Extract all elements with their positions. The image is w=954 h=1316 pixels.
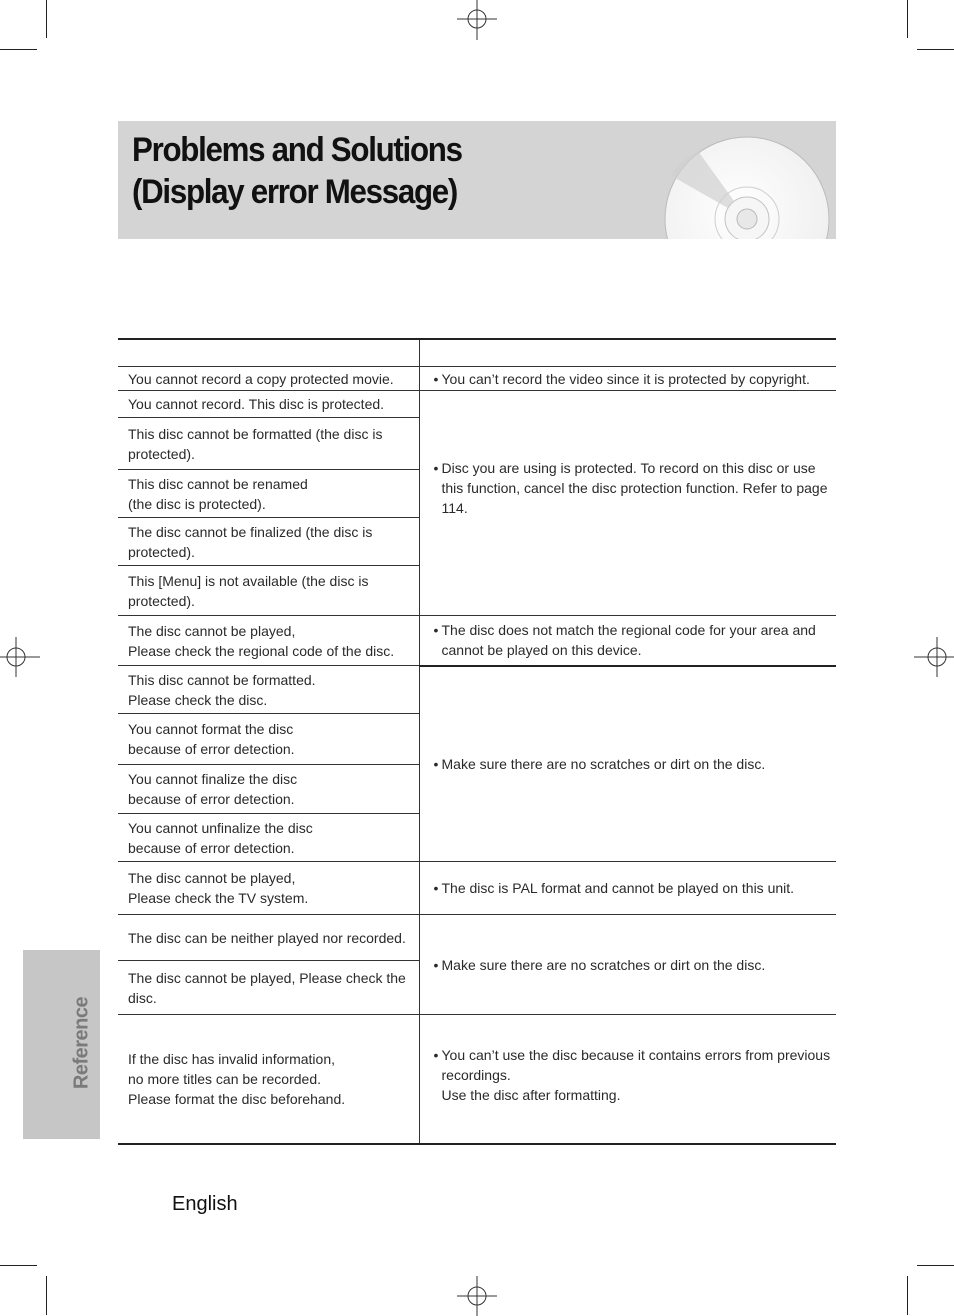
bullet-icon: • (433, 460, 439, 476)
error-message-text: You cannot record. This disc is protected. (128, 396, 385, 412)
header-band (118, 121, 836, 239)
error-message-text: You cannot unfinalize the disc because of error detection. (128, 819, 313, 856)
error-message-text: This disc cannot be renamed (the disc is protected). (128, 475, 308, 512)
solution-cell (419, 616, 836, 666)
registration-mark-icon (457, 0, 497, 40)
error-message-text: You cannot record a copy protected movie. (128, 370, 394, 387)
table-row (118, 391, 836, 418)
error-message (118, 1015, 419, 1144)
error-message (118, 418, 419, 470)
solution-cell (419, 1015, 836, 1144)
error-message (118, 915, 419, 961)
bullet-icon: • (433, 370, 439, 387)
crop-mark (0, 1265, 37, 1266)
crop-mark (46, 1276, 47, 1315)
table-row (118, 1015, 836, 1144)
solution-text: The disc does not match the regional code for your area and cannot be played on this device. (441, 622, 816, 659)
page-title-line-1: Problems and Solutions (132, 131, 462, 169)
crop-mark (907, 1276, 908, 1315)
solution-cell (419, 862, 836, 915)
crop-mark (907, 0, 908, 38)
error-message (118, 714, 419, 765)
table-row (118, 616, 836, 666)
crop-mark (46, 0, 47, 38)
error-message-text: The disc cannot be played, Please check the TV system. (128, 870, 309, 906)
bullet-icon: • (433, 622, 439, 639)
error-message-text: This disc cannot be formatted (the disc is protected). (128, 425, 383, 462)
disc-icon (658, 135, 836, 239)
error-message (118, 470, 419, 518)
error-message (118, 666, 419, 714)
crop-mark (917, 1265, 954, 1266)
error-message-text: This disc cannot be formatted. Please check the disc. (128, 671, 316, 708)
solution-text: You can’t use the disc because it contains errors from previous recordings. Use the disc after formatting. (441, 1047, 831, 1103)
error-message-table (118, 338, 836, 1145)
error-message-text: The disc cannot be played, Please check the regional code of the disc. (128, 622, 395, 659)
solution-cell (419, 391, 836, 616)
crop-mark (917, 49, 954, 50)
solution-text: Make sure there are no scratches or dirt on the disc. (441, 956, 766, 973)
bullet-icon: • (433, 755, 439, 772)
error-message-text: If the disc has invalid information, no more titles can be recorded. Please format the disc beforehand. (128, 1050, 346, 1107)
solution-cell (419, 666, 836, 862)
error-message-text: The disc can be neither played nor recorded. (128, 929, 406, 946)
column-header-solution (419, 339, 836, 367)
column-header-message (118, 339, 419, 367)
error-message (118, 862, 419, 915)
section-tab-label: Reference (70, 996, 93, 1090)
solution-cell (419, 367, 836, 391)
registration-mark-icon (0, 637, 40, 677)
error-message (118, 961, 419, 1015)
error-message-text: You cannot finalize the disc because of error detection. (128, 771, 298, 807)
table-row (118, 862, 836, 915)
bullet-icon: • (433, 880, 439, 896)
error-message (118, 518, 419, 566)
error-message (118, 391, 419, 418)
error-message (118, 566, 419, 616)
error-message (118, 616, 419, 666)
registration-mark-icon (457, 1276, 497, 1316)
error-message (118, 765, 419, 814)
bullet-icon: • (433, 1047, 439, 1063)
error-message-text: The disc cannot be finalized (the disc is protected). (128, 523, 373, 560)
error-message-text: This [Menu] is not available (the disc is protected). (128, 572, 369, 609)
table-row (118, 915, 836, 961)
footer-language: English (172, 1193, 238, 1215)
solution-cell (419, 915, 836, 1015)
crop-mark (0, 49, 37, 50)
error-message (118, 367, 419, 391)
registration-mark-icon (914, 637, 954, 677)
error-message-text: You cannot format the disc because of error detection. (128, 721, 295, 757)
solution-text: The disc is PAL format and cannot be played on this unit. (441, 880, 795, 896)
table-header-row (118, 339, 836, 367)
solution-text: You can’t record the video since it is protected by copyright. (441, 370, 810, 387)
bullet-icon: • (433, 956, 439, 973)
table-row (118, 666, 836, 714)
page-title (132, 129, 462, 213)
solution-text: Make sure there are no scratches or dirt on the disc. (441, 755, 766, 772)
error-message-text: The disc cannot be played, Please check the disc. (128, 969, 406, 1006)
table-row (118, 367, 836, 391)
page-title-line-2: (Display error Message) (132, 173, 458, 211)
solution-text: Disc you are using is protected. To record on this disc or use this function, cancel the disc protection function. Refer to page 114. (441, 460, 828, 516)
error-message (118, 814, 419, 862)
